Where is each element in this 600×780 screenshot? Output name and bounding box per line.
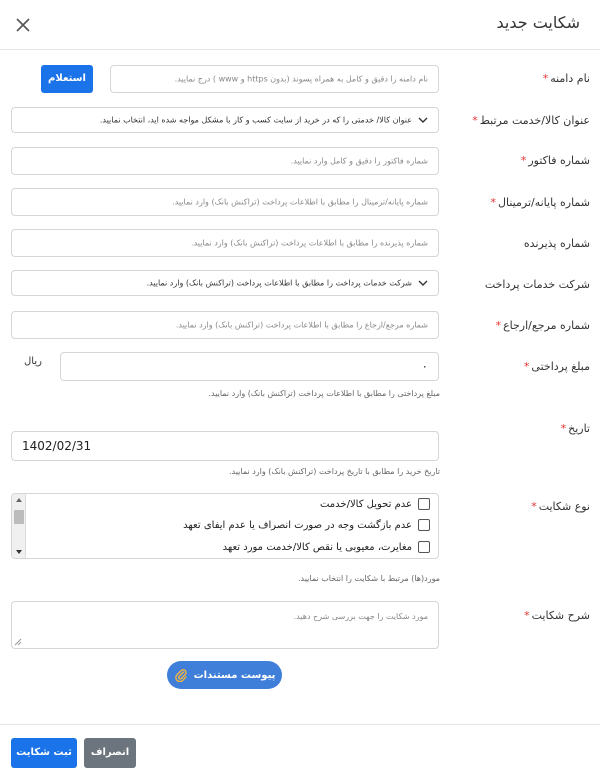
complaint-option[interactable] <box>320 498 430 510</box>
close-icon[interactable] <box>12 14 34 36</box>
invoice-placeholder: شماره فاکتور را دقیق و کامل وارد نمایید. <box>290 156 428 166</box>
attach-label: پیوست مستندات <box>193 669 276 681</box>
complaint-type-label: نوع شکایت* <box>531 500 590 513</box>
domain-label: نام دامنه* <box>542 72 590 85</box>
cancel-button[interactable]: انصراف <box>84 738 136 768</box>
amount-label: مبلغ پرداختی* <box>523 360 590 373</box>
terminal-label: شماره پایانه/ترمینال* <box>490 196 590 209</box>
product-placeholder: عنوان کالا/ خدمتی را که در خرید از سایت کسب و کار با مشکل مواجه شده اید، انتخاب نمایید. <box>99 115 412 125</box>
psp-select[interactable] <box>11 270 439 296</box>
domain-input[interactable] <box>110 65 439 93</box>
date-label: تاریخ* <box>560 422 590 435</box>
product-label: عنوان کالا/خدمت مرتبط* <box>472 114 590 127</box>
amount-unit: ریال <box>24 356 42 367</box>
amount-hint: مبلغ پرداختی را مطابق با اطلاعات پرداخت (تراکنش بانک) وارد نمایید. <box>208 389 440 398</box>
invoice-input[interactable] <box>11 147 439 175</box>
reference-placeholder: شماره مرجع/ارجاع را مطابق با اطلاعات پرداخت (تراکنش بانک) وارد نمایید. <box>175 320 428 330</box>
amount-input[interactable] <box>60 352 439 381</box>
dialog-header <box>0 0 600 50</box>
amount-value: ۰ <box>421 359 428 373</box>
acceptor-label: شماره پذیرنده <box>523 237 590 250</box>
checkbox[interactable] <box>418 519 430 531</box>
complaint-option[interactable] <box>223 541 430 553</box>
option-label: عدم بازگشت وجه در صورت انصراف یا عدم ایفای تعهد <box>183 519 412 531</box>
description-textarea[interactable] <box>11 601 439 649</box>
attach-documents-button[interactable] <box>167 661 282 689</box>
reference-label: شماره مرجع/ارجاع* <box>495 319 590 332</box>
domain-placeholder: نام دامنه را دقیق و کامل به همراه پسوند (بدون https و www ) درج نمایید. <box>174 74 428 84</box>
checkbox[interactable] <box>418 541 430 553</box>
footer-divider <box>0 724 600 725</box>
submit-complaint-button[interactable]: ثبت شکایت <box>11 738 77 768</box>
dialog-title: شکایت جدید <box>496 13 580 32</box>
chevron-down-icon <box>418 278 428 288</box>
invoice-label: شماره فاکتور* <box>520 154 590 167</box>
option-label: مغایرت، معیوبی یا نقص کالا/خدمت مورد تعهد <box>222 541 412 553</box>
description-label: شرح شکایت* <box>524 609 590 622</box>
psp-placeholder: شرکت خدمات پرداخت را مطابق با اطلاعات پرداخت (تراکنش بانک) وارد نمایید. <box>146 278 412 288</box>
acceptor-placeholder: شماره پذیرنده را مطابق با اطلاعات پرداخت (تراکنش بانک) وارد نمایید. <box>191 238 428 248</box>
date-value: 1402/02/31 <box>22 439 92 453</box>
resize-handle-icon[interactable] <box>14 638 22 646</box>
date-input[interactable] <box>11 431 439 461</box>
scroll-down-icon[interactable] <box>15 549 23 555</box>
acceptor-input[interactable] <box>11 229 439 257</box>
scroll-up-icon[interactable] <box>15 497 23 503</box>
reference-input[interactable] <box>11 311 439 339</box>
paperclip-icon <box>174 668 188 682</box>
inquiry-button[interactable]: استعلام <box>41 65 93 93</box>
terminal-placeholder: شماره پایانه/ترمینال را مطابق با اطلاعات پرداخت (تراکنش بانک) وارد نمایید. <box>172 197 428 207</box>
option-label: عدم تحویل کالا/خدمت <box>319 498 412 510</box>
description-placeholder: مورد شکایت را جهت بررسی شرح دهید. <box>293 612 428 621</box>
psp-label: شرکت خدمات پرداخت <box>484 278 590 291</box>
scroll-thumb[interactable] <box>14 510 24 524</box>
complaint-type-hint: مورد(ها) مرتبط با شکایت را انتخاب نمایید. <box>298 574 440 583</box>
checkbox[interactable] <box>418 498 430 510</box>
complaint-option[interactable] <box>183 519 430 531</box>
terminal-input[interactable] <box>11 188 439 216</box>
chevron-down-icon <box>418 115 428 125</box>
complaint-type-list[interactable] <box>11 493 439 559</box>
scrollbar[interactable] <box>12 494 26 558</box>
product-select[interactable] <box>11 107 439 133</box>
date-hint: تاریخ خرید را مطابق با تاریخ پرداخت (تراکنش بانک) وارد نمایید. <box>229 467 440 476</box>
